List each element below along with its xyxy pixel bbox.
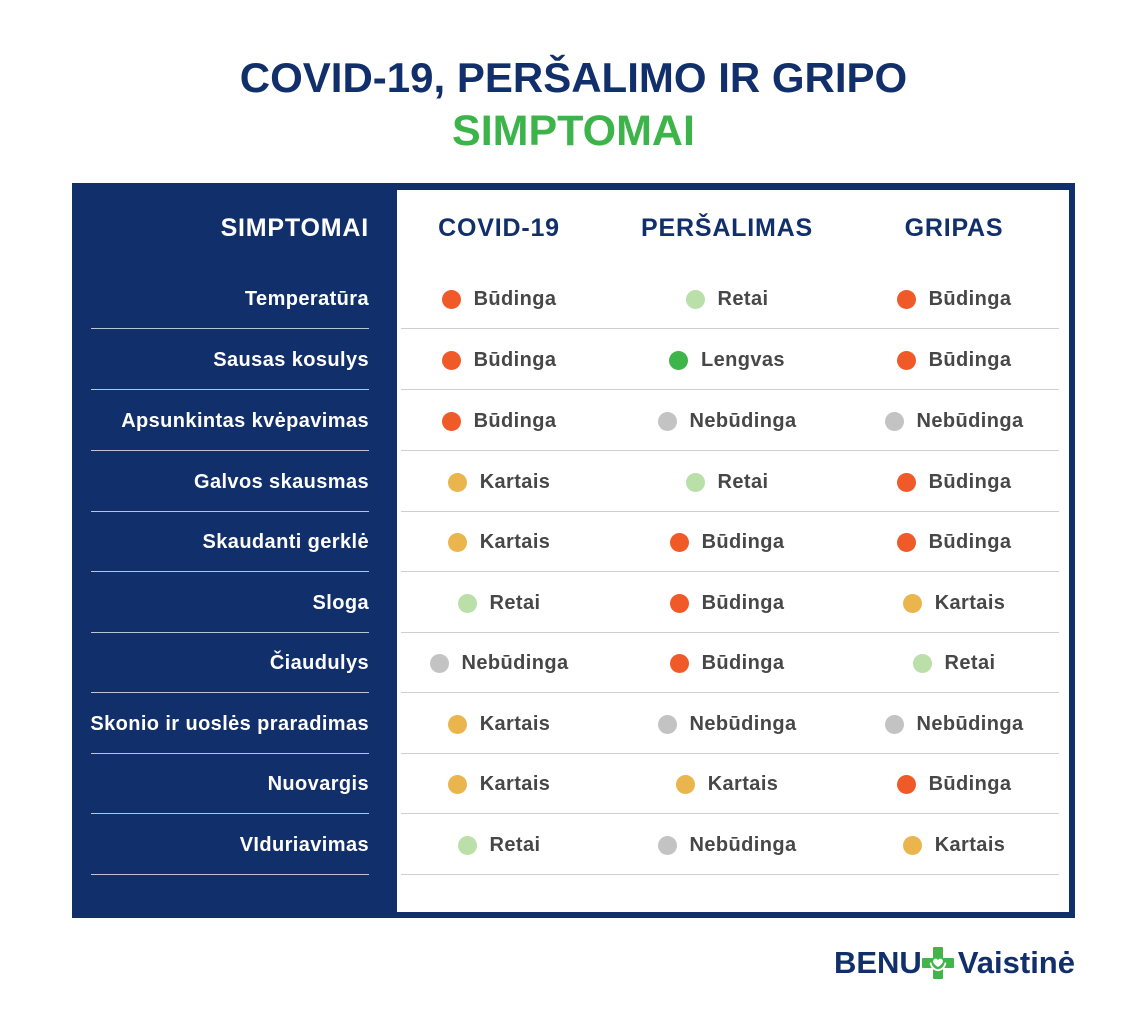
status-label: Kartais xyxy=(479,712,551,735)
symptom-column-header: SIMPTOMAI xyxy=(220,214,369,242)
status-dot xyxy=(448,473,467,492)
status-dot xyxy=(670,533,689,552)
status-dot xyxy=(903,836,922,855)
status-dot xyxy=(676,775,695,794)
row-cells xyxy=(401,755,1059,814)
table-row xyxy=(91,392,1059,451)
row-cells xyxy=(401,513,1059,572)
cell-gripas xyxy=(856,695,1052,753)
row-cells xyxy=(401,634,1059,693)
cell-covid xyxy=(401,695,597,753)
status-label: Būdinga xyxy=(701,530,785,553)
cell-covid xyxy=(401,270,597,328)
table-row xyxy=(91,695,1059,754)
table-row xyxy=(91,574,1059,633)
status-label: Kartais xyxy=(934,591,1006,614)
cell-covid xyxy=(401,331,597,389)
cell-gripas xyxy=(856,634,1052,692)
status-dot xyxy=(897,473,916,492)
row-cells xyxy=(401,392,1059,451)
cell-gripas xyxy=(856,453,1052,511)
symptom-label: Skaudanti gerklė xyxy=(91,513,369,572)
status-label: Nebūdinga xyxy=(689,712,797,735)
table-row xyxy=(91,453,1059,512)
status-label: Būdinga xyxy=(928,530,1012,553)
symptom-label: Sloga xyxy=(91,574,369,633)
table-row xyxy=(91,755,1059,814)
status-dot xyxy=(897,775,916,794)
symptom-label: Nuovargis xyxy=(91,755,369,814)
row-cells xyxy=(401,816,1059,875)
table-row xyxy=(91,331,1059,390)
status-label: Būdinga xyxy=(928,348,1012,371)
status-dot xyxy=(686,290,705,309)
status-label: Retai xyxy=(717,470,769,493)
column-header-persalimas: PERŠALIMAS xyxy=(641,214,813,242)
benu-logo xyxy=(834,945,1075,981)
status-dot xyxy=(442,412,461,431)
cell-persalimas xyxy=(629,574,825,632)
cell-persalimas xyxy=(629,270,825,328)
row-cells xyxy=(401,331,1059,390)
row-cells xyxy=(401,453,1059,512)
status-dot xyxy=(670,594,689,613)
status-label: Nebūdinga xyxy=(916,409,1024,432)
status-dot xyxy=(442,351,461,370)
status-dot xyxy=(670,654,689,673)
cell-covid xyxy=(401,574,597,632)
benu-cross-icon xyxy=(921,946,955,980)
symptom-label: Skonio ir uoslės praradimas xyxy=(91,695,369,754)
cell-persalimas xyxy=(629,513,825,571)
status-label: Būdinga xyxy=(701,591,785,614)
status-label: Kartais xyxy=(707,772,779,795)
column-header-covid: COVID-19 xyxy=(438,214,560,242)
column-header-gripas: GRIPAS xyxy=(904,214,1004,242)
status-label: Būdinga xyxy=(701,651,785,674)
status-dot xyxy=(458,594,477,613)
status-dot xyxy=(448,715,467,734)
cell-covid xyxy=(401,755,597,813)
status-label: Būdinga xyxy=(928,470,1012,493)
status-dot xyxy=(458,836,477,855)
status-label: Būdinga xyxy=(928,287,1012,310)
status-dot xyxy=(448,533,467,552)
symptom-label: Apsunkintas kvėpavimas xyxy=(91,392,369,451)
cell-covid xyxy=(401,513,597,571)
status-dot xyxy=(430,654,449,673)
status-label: Retai xyxy=(489,591,541,614)
cell-persalimas xyxy=(629,695,825,753)
row-cells xyxy=(401,270,1059,329)
cell-persalimas xyxy=(629,392,825,450)
cell-persalimas xyxy=(629,331,825,389)
status-label: Kartais xyxy=(479,470,551,493)
cell-gripas xyxy=(856,755,1052,813)
page-subtitle: SIMPTOMAI xyxy=(452,107,695,155)
table-row xyxy=(91,634,1059,693)
cell-gripas xyxy=(856,513,1052,571)
status-label: Būdinga xyxy=(473,348,557,371)
status-label: Nebūdinga xyxy=(916,712,1024,735)
status-dot xyxy=(658,412,677,431)
status-label: Kartais xyxy=(934,833,1006,856)
status-label: Būdinga xyxy=(473,409,557,432)
status-label: Nebūdinga xyxy=(689,409,797,432)
status-label: Retai xyxy=(489,833,541,856)
status-dot xyxy=(686,473,705,492)
symptom-label: Galvos skausmas xyxy=(91,453,369,512)
logo-brand-text: BENU xyxy=(833,945,922,980)
status-label: Lengvas xyxy=(701,348,785,371)
cell-covid xyxy=(401,816,597,874)
logo-name-text: Vaistinė xyxy=(957,945,1075,980)
table-row xyxy=(91,816,1059,875)
cell-covid xyxy=(401,453,597,511)
status-label: Nebūdinga xyxy=(689,833,797,856)
status-label: Būdinga xyxy=(473,287,557,310)
cell-persalimas xyxy=(629,453,825,511)
symptom-label: VIduriavimas xyxy=(91,816,369,875)
cell-covid xyxy=(401,392,597,450)
status-dot xyxy=(448,775,467,794)
status-dot xyxy=(897,351,916,370)
cell-gripas xyxy=(856,574,1052,632)
status-dot xyxy=(913,654,932,673)
cell-gripas xyxy=(856,270,1052,328)
status-label: Nebūdinga xyxy=(461,651,569,674)
status-label: Kartais xyxy=(479,772,551,795)
status-label: Kartais xyxy=(479,530,551,553)
cell-gripas xyxy=(856,816,1052,874)
status-dot xyxy=(903,594,922,613)
status-dot xyxy=(658,836,677,855)
status-dot xyxy=(897,533,916,552)
symptom-label: Čiaudulys xyxy=(91,634,369,693)
status-dot xyxy=(897,290,916,309)
cell-persalimas xyxy=(629,634,825,692)
status-dot xyxy=(885,412,904,431)
cell-persalimas xyxy=(629,816,825,874)
status-dot xyxy=(442,290,461,309)
status-label: Būdinga xyxy=(928,772,1012,795)
cell-covid xyxy=(401,634,597,692)
symptom-label: Sausas kosulys xyxy=(91,331,369,390)
status-label: Retai xyxy=(944,651,996,674)
table-row xyxy=(91,513,1059,572)
cell-gripas xyxy=(856,331,1052,389)
page-title: COVID-19, PERŠALIMO IR GRIPO xyxy=(239,54,908,101)
cell-persalimas xyxy=(629,755,825,813)
cell-gripas xyxy=(856,392,1052,450)
symptom-label: Temperatūra xyxy=(91,270,369,329)
status-dot xyxy=(885,715,904,734)
status-dot xyxy=(658,715,677,734)
table-row xyxy=(91,270,1059,329)
row-cells xyxy=(401,695,1059,754)
row-cells xyxy=(401,574,1059,633)
status-label: Retai xyxy=(717,287,769,310)
status-dot xyxy=(669,351,688,370)
